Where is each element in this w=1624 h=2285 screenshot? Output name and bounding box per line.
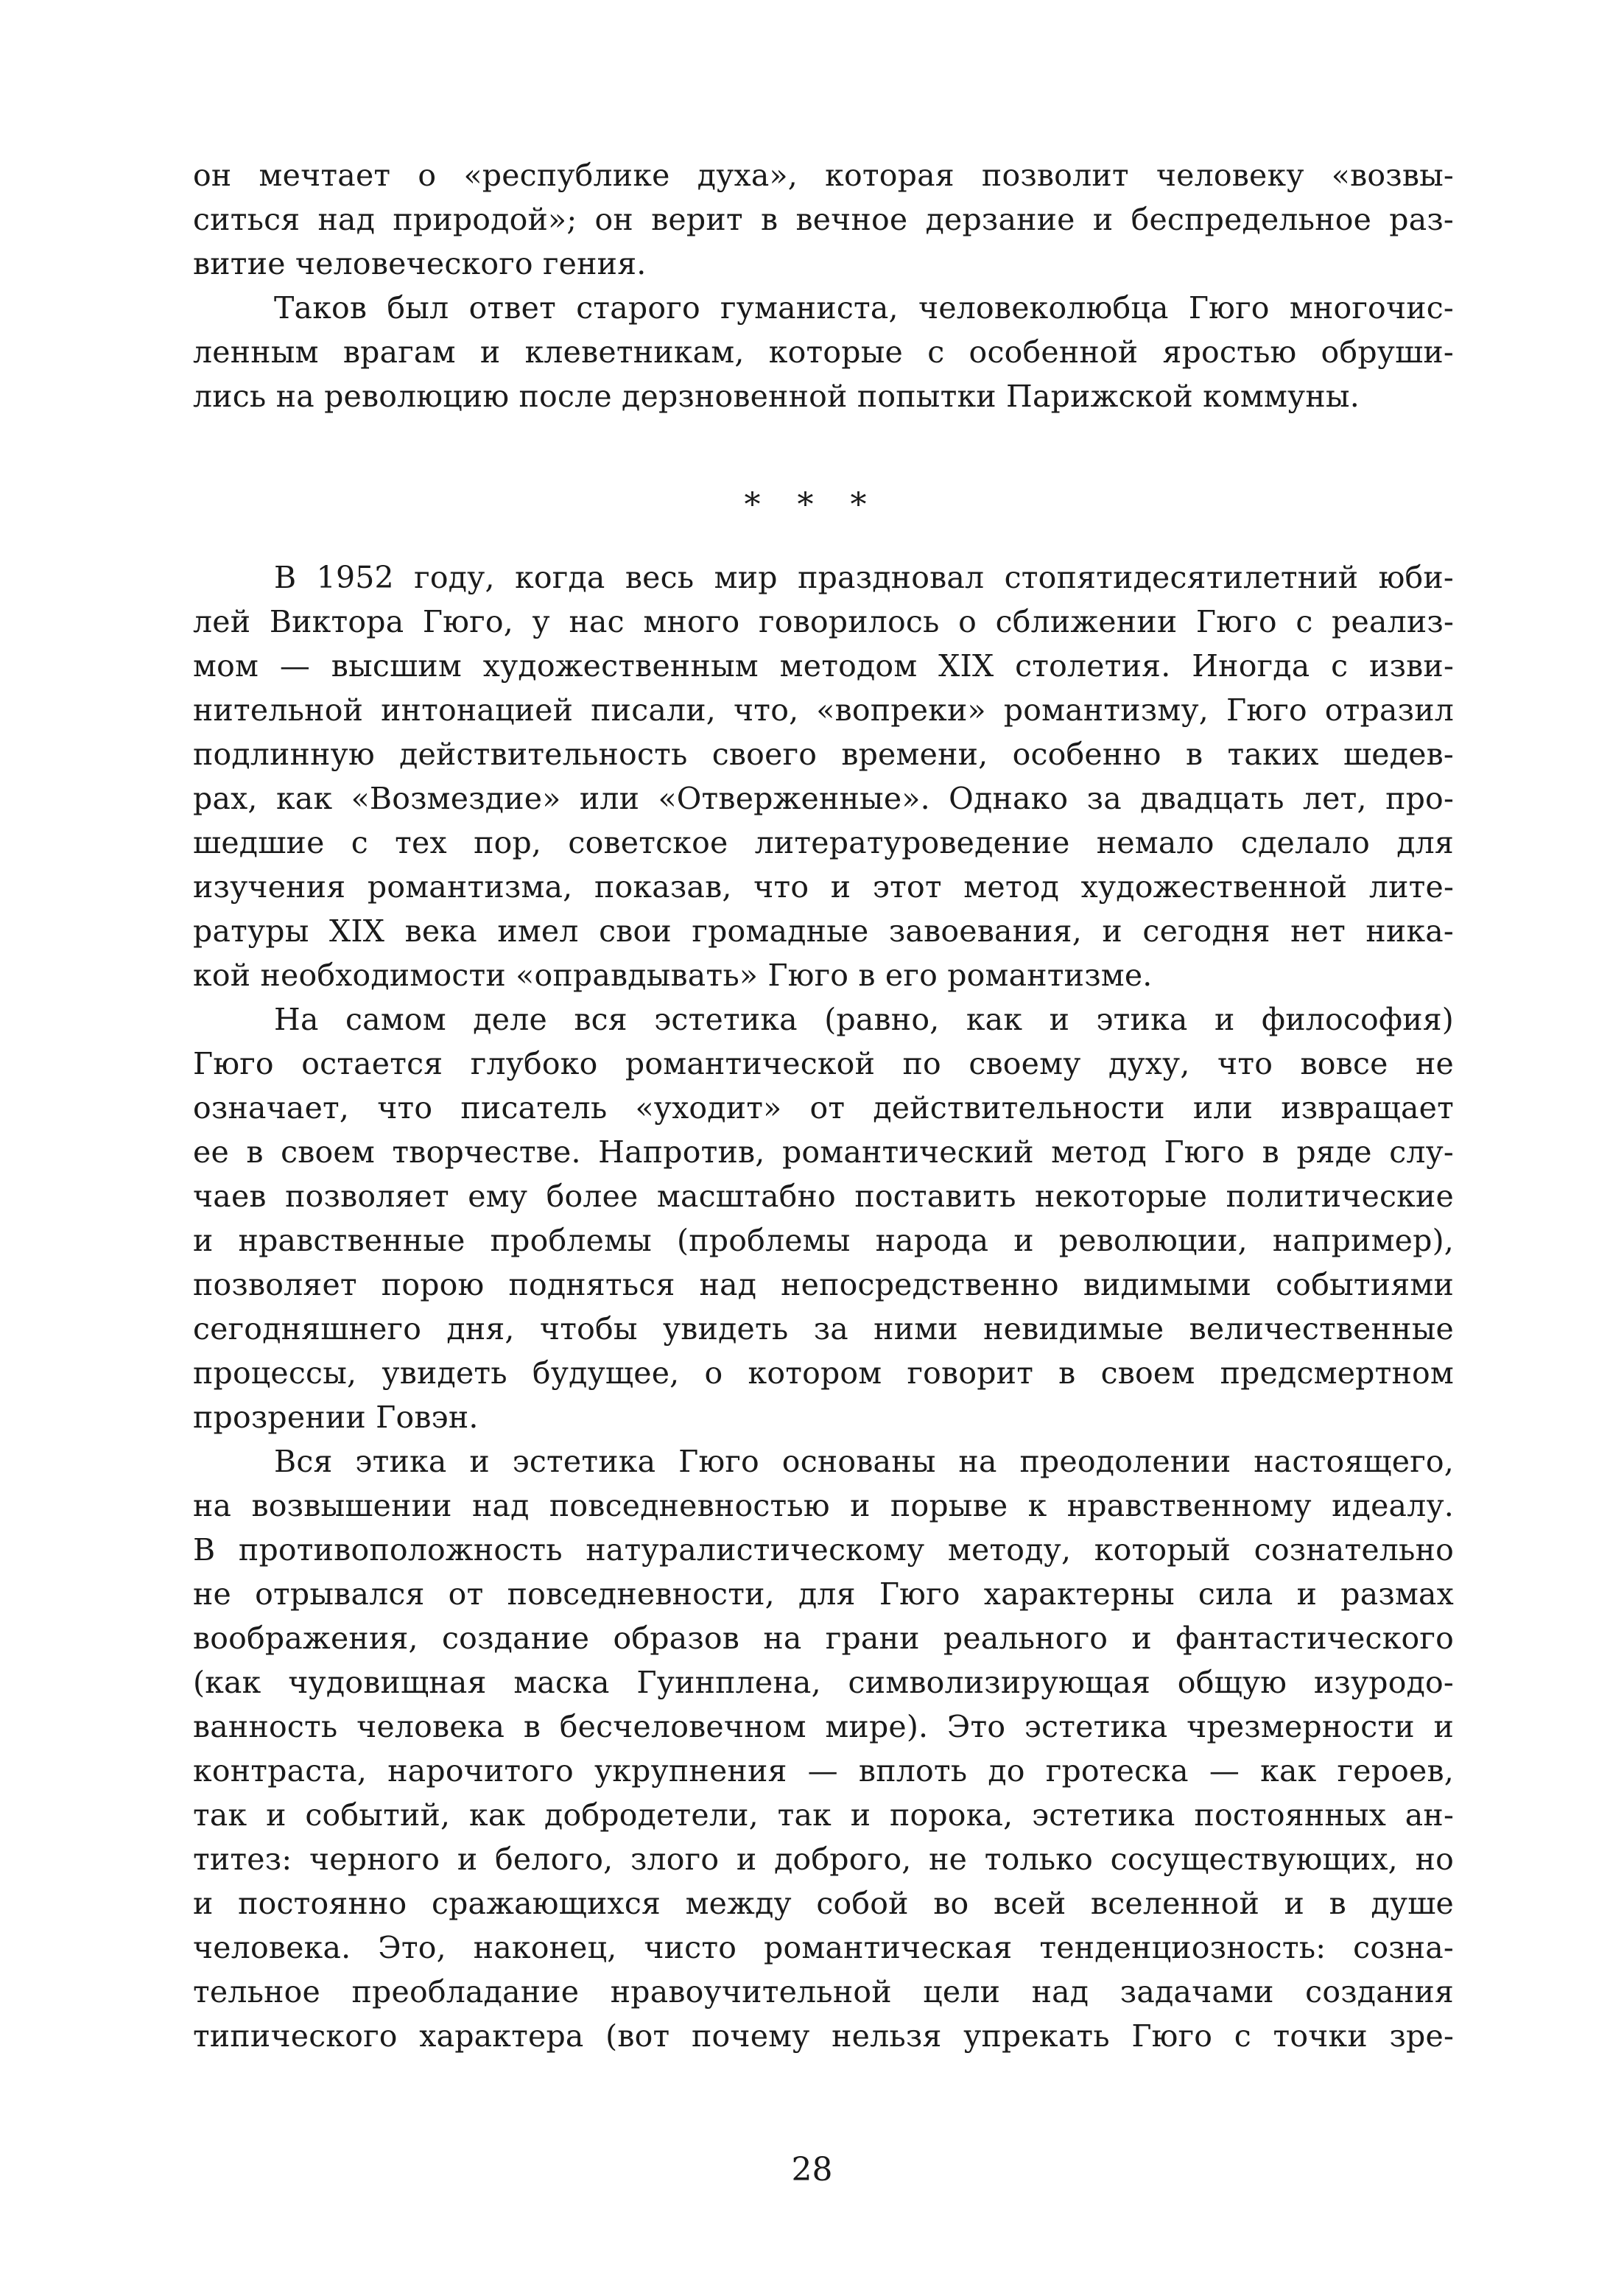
text-line: контраста, нарочитого укрупнения — вплоть до гротеска — как героев, <box>193 1753 1454 1789</box>
text-line: не отрывался от повседневности, для Гюго характерны сила и размах <box>193 1576 1454 1612</box>
section-separator: * * * <box>744 486 880 524</box>
text-line: ванность человека в бесчеловечном мире). Это эстетика чрезмерности и <box>193 1709 1454 1744</box>
text-line: подлинную действительность своего времени, особенно в таких шедев- <box>193 737 1454 772</box>
paragraph <box>193 997 1454 1439</box>
text-line: В 1952 году, когда весь мир праздновал стопятидесятилетний юби- <box>274 560 1454 595</box>
text-line: нительной интонацией писали, что, «вопреки» романтизму, Гюго отразил <box>193 692 1454 728</box>
text-line: титез: черного и белого, злого и доброго, не только сосуществующих, но <box>193 1842 1454 1877</box>
text-line: Вся этика и эстетика Гюго основаны на преодолении настоящего, <box>274 1444 1454 1479</box>
text-line: рах, как «Возмездие» или «Отверженные». Однако за двадцать лет, про- <box>193 781 1454 816</box>
text-line: и нравственные проблемы (проблемы народа и революции, например), <box>193 1223 1454 1258</box>
text-line: он мечтает о «республике духа», которая позволит человеку «возвы- <box>193 158 1454 193</box>
text-line: на возвышении над повседневностью и порыве к нравственному идеалу. <box>193 1488 1454 1523</box>
text-line: Гюго остается глубоко романтической по своему духу, что вовсе не <box>193 1046 1454 1081</box>
text-line: изучения романтизма, показав, что и этот метод художественной лите- <box>193 869 1454 905</box>
text-line: так и событий, как добродетели, так и порока, эстетика постоянных ан- <box>193 1797 1454 1833</box>
text-line: витие человеческого гения. <box>193 246 647 281</box>
text-line: тельное преобладание нравоучительной цели над задачами создания <box>193 1974 1454 2010</box>
page-number: 28 <box>791 2151 833 2189</box>
text-line: позволяет порою подняться над непосредственно видимыми событиями <box>193 1267 1454 1302</box>
text-line: типического характера (вот почему нельзя упрекать Гюго с точки зре- <box>193 2018 1454 2054</box>
text-line: лись на революцию после дерзновенной попытки Парижской коммуны. <box>193 379 1360 414</box>
text-line: лей Виктора Гюго, у нас много говорилось о сближении Гюго с реализ- <box>193 604 1454 639</box>
text-line: процессы, увидеть будущее, о котором говорит в своем предсмертном <box>193 1355 1454 1391</box>
text-line: (как чудовищная маска Гуинплена, символизирующая общую изуродо- <box>193 1665 1454 1700</box>
text-line: означает, что писатель «уходит» от действительности или извращает <box>193 1090 1454 1126</box>
text-block-top <box>193 153 1454 418</box>
paragraph <box>193 153 1454 286</box>
paragraph <box>193 1439 1454 2058</box>
text-line: человека. Это, наконец, чисто романтическая тенденциозность: созна- <box>193 1930 1454 1965</box>
text-line: ленным врагам и клеветникам, которые с особенной яростью обруши- <box>193 334 1454 370</box>
text-line: ратуры XIX века имел свои громадные завоевания, и сегодня нет ника- <box>193 913 1454 949</box>
text-line: В противоположность натуралистическому методу, который сознательно <box>193 1532 1454 1568</box>
text-line: На самом деле вся эстетика (равно, как и этика и философия) <box>274 1002 1454 1037</box>
text-line: ее в своем творчестве. Напротив, романтический метод Гюго в ряде слу- <box>193 1134 1454 1170</box>
paragraph <box>193 286 1454 418</box>
paragraph <box>193 555 1454 997</box>
text-line: сегодняшнего дня, чтобы увидеть за ними невидимые величественные <box>193 1311 1454 1347</box>
text-block-main <box>193 555 1454 2058</box>
text-line: ситься над природой»; он верит в вечное дерзание и беспредельное раз- <box>193 202 1454 237</box>
text-line: кой необходимости «оправдывать» Гюго в его романтизме. <box>193 958 1153 993</box>
text-line: чаев позволяет ему более масштабно поставить некоторые политические <box>193 1179 1454 1214</box>
text-line: Таков был ответ старого гуманиста, человеколюбца Гюго многочис- <box>274 290 1454 326</box>
text-line: воображения, создание образов на грани реального и фантастического <box>193 1621 1454 1656</box>
text-line: мом — высшим художественным методом XIX столетия. Иногда с изви- <box>193 648 1454 684</box>
text-line: и постоянно сражающихся между собой во всей вселенной и в душе <box>193 1886 1454 1921</box>
text-line: шедшие с тех пор, советское литературоведение немало сделало для <box>193 825 1454 860</box>
text-line: прозрении Говэн. <box>193 1400 479 1435</box>
